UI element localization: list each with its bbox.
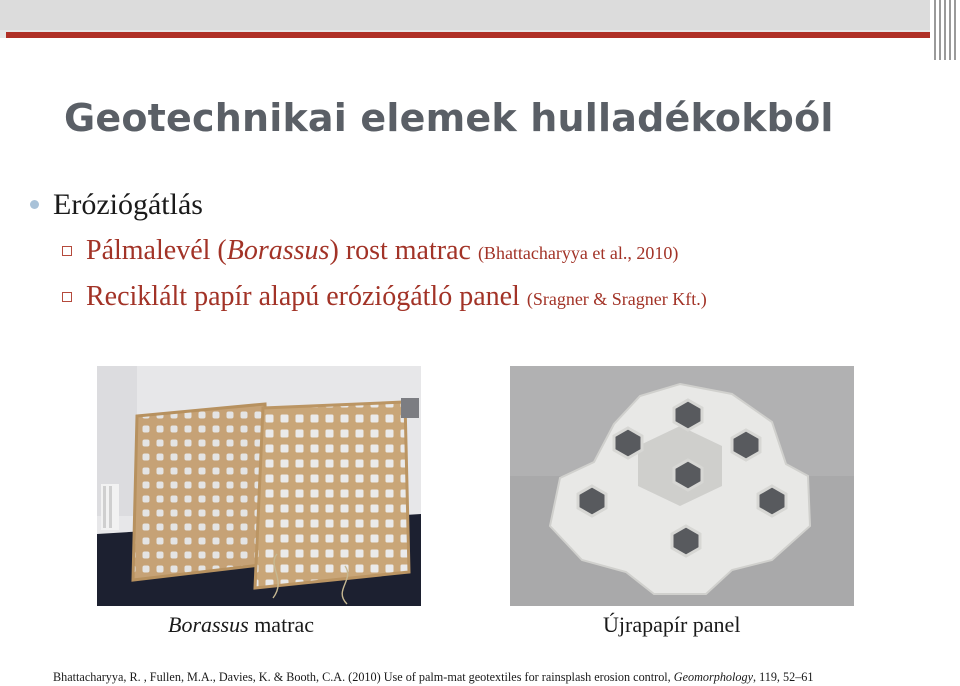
slide-title: Geotechnikai elemek hulladékokból [64, 96, 834, 140]
sub1-italic: Borassus [226, 235, 330, 266]
caption-left-rest: matrac [248, 612, 315, 637]
square-bullet-icon [62, 246, 72, 256]
edge-stripes [930, 0, 960, 60]
bullet-dot-icon [30, 200, 39, 209]
reference-tail: , 119, 52–61 [753, 670, 814, 684]
caption-left-italic: Borassus [168, 612, 249, 637]
caption-paper-panel: Újrapapír panel [603, 612, 741, 637]
subbullet-palm-mat [62, 235, 678, 267]
palm-mat-photo [97, 366, 421, 606]
header-grey-strip [0, 0, 930, 30]
sub1-text-b: ) rost matrac [329, 235, 478, 266]
header-band [0, 0, 930, 38]
sub1-citation: (Bhattacharyya et al., 2010) [477, 243, 679, 263]
paper-panel-photo [510, 366, 854, 606]
caption-borassus-mat [168, 612, 314, 638]
subbullet-paper-panel [62, 281, 707, 313]
bullet-erosion-control [30, 188, 203, 222]
bullet-text: Eróziógátlás [53, 188, 203, 221]
reference-text: Bhattacharyya, R. , Fullen, M.A., Davies, K. & Booth, C.A. (2010) Use of palm-mat geotextiles for rainsplash erosion control, [53, 670, 674, 684]
sub2-text: Reciklált papír alapú eróziógátló panel [86, 281, 527, 312]
sub1-text-a: Pálmalevél ( [86, 235, 227, 266]
sub2-citation: (Sragner & Sragner Kft.) [526, 289, 707, 309]
reference-journal: Geomorphology [673, 670, 753, 684]
header-red-line [6, 32, 930, 38]
reference-line [53, 670, 814, 685]
square-bullet-icon [62, 292, 72, 302]
